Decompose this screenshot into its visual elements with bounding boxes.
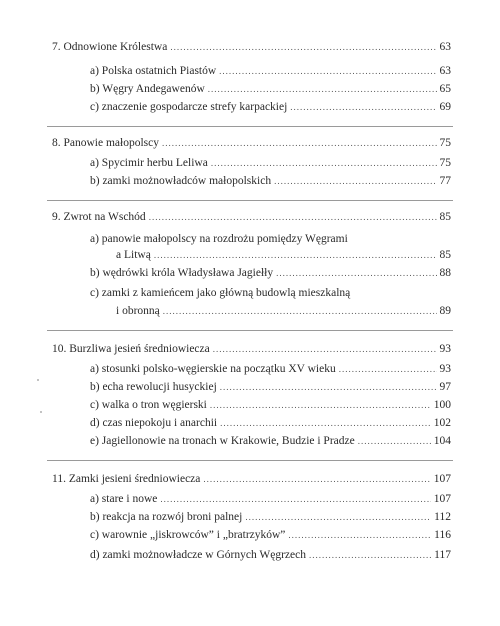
- page-number: 97: [439, 381, 451, 393]
- toc-entry: [90, 434, 451, 448]
- section-heading: [52, 210, 451, 224]
- dot-leader: [309, 548, 431, 562]
- dot-leader: [274, 174, 436, 188]
- entry-title: a) stosunki polsko-węgierskie na początku XV wieku: [90, 363, 336, 375]
- entry-title: d) zamki możnowładcze w Górnych Węgrzech: [90, 549, 306, 561]
- toc-entry: [90, 156, 451, 170]
- toc-entry: [90, 548, 451, 562]
- section-title: 11. Zamki jesieni średniowiecza: [52, 473, 201, 485]
- entry-title: b) echa rewolucji husyckiej: [90, 381, 217, 393]
- toc-entry: [90, 64, 451, 78]
- toc-entry: [90, 82, 451, 96]
- section-title: 7. Odnowione Królestwa: [52, 41, 168, 53]
- dot-leader: [163, 304, 437, 318]
- section-divider: [47, 330, 453, 331]
- scan-speck: [37, 379, 39, 381]
- dot-leader: [213, 342, 437, 356]
- entry-title: b) reakcja na rozwój broni palnej: [90, 511, 243, 523]
- entry-title-continued: a Litwą: [116, 249, 151, 261]
- toc-entry: [116, 248, 451, 262]
- entry-title: a) panowie małopolscy na rozdrożu pomiędzy Węgrami: [90, 233, 348, 245]
- dot-leader: [170, 40, 436, 54]
- section-title: 8. Panowie małopolscy: [52, 137, 159, 149]
- section-divider: [47, 126, 453, 127]
- toc-entry: [90, 362, 451, 376]
- dot-leader: [149, 210, 437, 224]
- dot-leader: [220, 416, 431, 430]
- dot-leader: [339, 362, 437, 376]
- toc-entry: [90, 528, 451, 542]
- entry-title: c) warownie „jiskrowców” i „bratrzyków”: [90, 529, 286, 541]
- page-number: 100: [433, 399, 451, 411]
- dot-leader: [211, 156, 437, 170]
- page-number: 93: [439, 343, 451, 355]
- page-number: 88: [439, 267, 451, 279]
- page-number: 93: [439, 363, 451, 375]
- page-number: 102: [433, 417, 451, 429]
- page-number: 77: [439, 175, 451, 187]
- toc-entry: [90, 266, 451, 280]
- dot-leader: [208, 82, 437, 96]
- entry-title-continued: i obronną: [116, 305, 160, 317]
- section-heading: [52, 342, 451, 356]
- page-number: 112: [434, 511, 451, 523]
- page-number: 107: [433, 473, 451, 485]
- page-number: 63: [439, 41, 451, 53]
- page-number: 85: [439, 211, 451, 223]
- entry-title: a) Polska ostatnich Piastów: [90, 65, 217, 77]
- page-number: 69: [439, 101, 451, 113]
- dot-leader: [203, 472, 430, 486]
- section-title: 10. Burzliwa jesień średniowiecza: [52, 343, 210, 355]
- page-number: 75: [439, 157, 451, 169]
- page-number: 89: [439, 305, 451, 317]
- scan-speck: [40, 411, 42, 413]
- dot-leader: [290, 100, 436, 114]
- entry-title: c) znaczenie gospodarcze strefy karpackiej: [90, 101, 288, 113]
- toc-entry: [90, 398, 451, 412]
- toc-entry: [90, 380, 451, 394]
- section-heading: [52, 472, 451, 486]
- page-number: 117: [434, 549, 451, 561]
- entry-title: b) wędrówki króla Władysława Jagiełły: [90, 267, 274, 279]
- page-number: 104: [433, 435, 451, 447]
- entry-title: e) Jagiellonowie na tronach w Krakowie, Budzie i Pradze: [90, 435, 355, 447]
- dot-leader: [358, 434, 431, 448]
- toc-entry: [90, 416, 451, 430]
- entry-title: c) walka o tron węgierski: [90, 399, 207, 411]
- toc-entry: [90, 174, 451, 188]
- entry-title: b) Węgry Andegawenów: [90, 83, 205, 95]
- toc-entry: [90, 510, 451, 524]
- section-divider: [47, 460, 453, 461]
- page-number: 85: [439, 249, 451, 261]
- section-heading: [52, 136, 451, 150]
- dot-leader: [245, 510, 431, 524]
- page-number: 63: [439, 65, 451, 77]
- dot-leader: [220, 380, 437, 394]
- dot-leader: [219, 64, 436, 78]
- entry-title: a) stare i nowe: [90, 493, 158, 505]
- dot-leader: [288, 528, 431, 542]
- toc-entry: [90, 100, 451, 114]
- dot-leader: [160, 492, 430, 506]
- entry-title: d) czas niepokoju i anarchii: [90, 417, 218, 429]
- dot-leader: [154, 248, 437, 262]
- toc-entry: [116, 304, 451, 318]
- dot-leader: [276, 266, 436, 280]
- section-heading: [52, 40, 451, 54]
- page-number: 65: [439, 83, 451, 95]
- entry-title: a) Spycimir herbu Leliwa: [90, 157, 208, 169]
- toc-entry: [90, 492, 451, 506]
- page-number: 116: [434, 529, 451, 541]
- dot-leader: [210, 398, 431, 412]
- section-divider: [47, 200, 453, 201]
- dot-leader: [162, 136, 437, 150]
- page-number: 75: [439, 137, 451, 149]
- page-number: 107: [433, 493, 451, 505]
- entry-title: b) zamki możnowładców małopolskich: [90, 175, 272, 187]
- entry-title: c) zamki z kamieńcem jako główną budowlą mieszkalną: [90, 287, 351, 299]
- section-title: 9. Zwrot na Wschód: [52, 211, 146, 223]
